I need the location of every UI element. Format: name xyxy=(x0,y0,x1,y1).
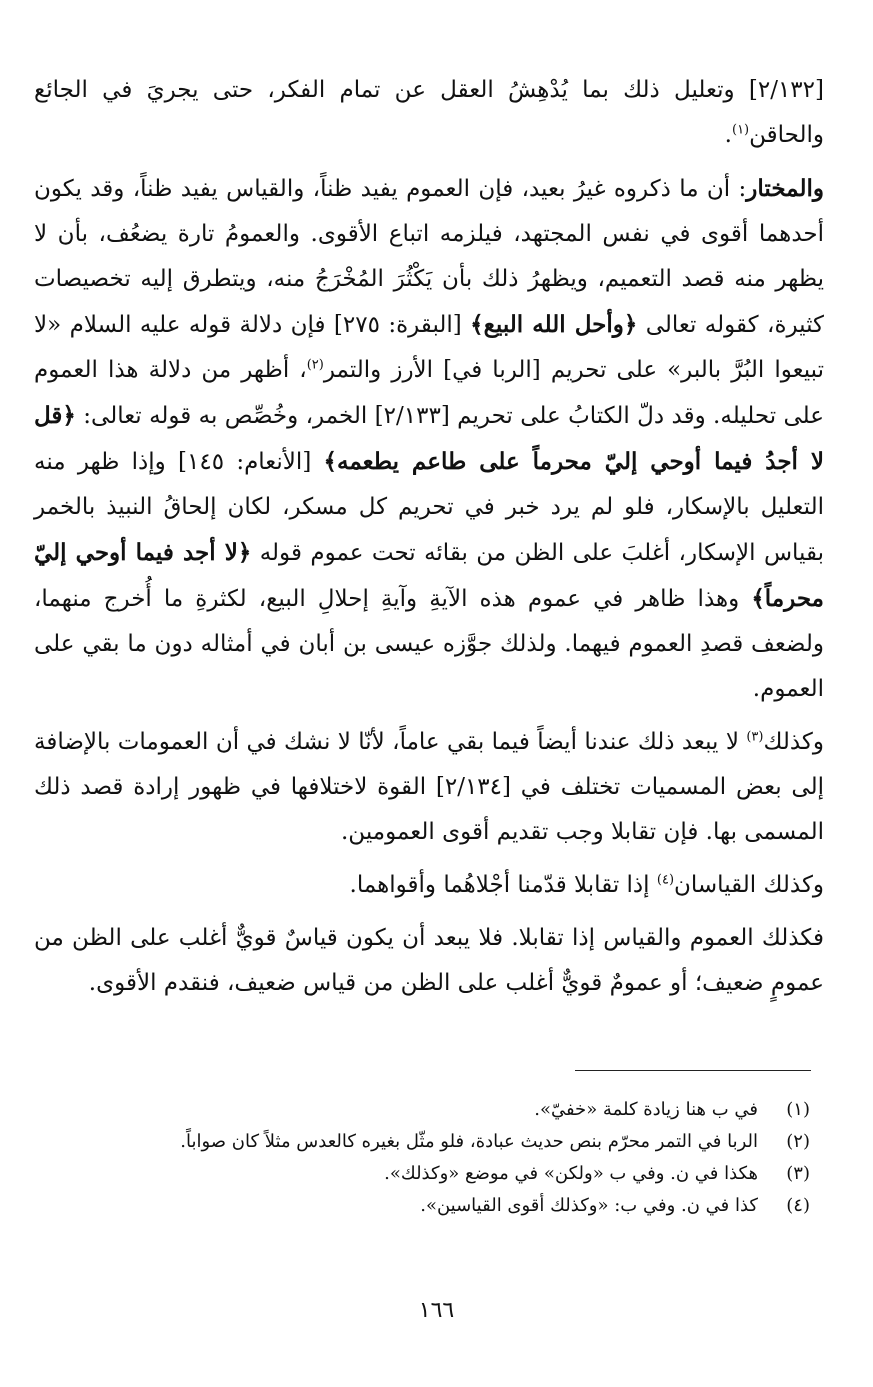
text-run: وكذلك xyxy=(763,729,824,755)
text-run: [٢/١٣٢] وتعليل ذلك بما يُدْهِشُ العقل عن تمام الفكر، حتى يجريَ في الجائع والحاقن xyxy=(34,77,824,148)
paragraph-5 xyxy=(34,916,824,1006)
footnote-text: هكذا في ن. وفي ب «ولكن» في موضع «وكذلك». xyxy=(384,1163,758,1184)
quran-verse: ﴿لا أجد فيما أوحي إليّ محرماً﴾ xyxy=(34,539,824,612)
footnote-1 xyxy=(60,1094,810,1126)
main-text xyxy=(34,68,824,1014)
text-run: : أن ما ذكروه غيرُ بعيد، فإن العموم يفيد ظناً، والقياس يفيد ظناً، وقد يكون أحدهما أقوى في نفس المجتهد، فيلزمه اتباع الأقوى. والعمومُ تارة يضعُف، بأن لا يظهر منه قصد التعميم، ويظهرُ ذلك بأن يَكْثُرَ المُخْرَجُ منه، ويتطرق إليه تخصيصات كثيرة، كقوله تعالى xyxy=(34,176,825,338)
page-number: ١٦٦ xyxy=(418,1298,455,1323)
paragraph-2 xyxy=(34,166,824,712)
footnote-ref-4: (٤) xyxy=(656,872,675,888)
text-run: وهذا ظاهر في عموم هذه الآيةِ وآيةِ إحلالِ البيع، لكثرةِ ما أُخرج منهما، ولضعف قصدِ العموم فيهما. ولذلك جوَّزه عيسى بن أبان في أمثاله دون ما بقي على العموم. xyxy=(34,586,824,702)
text-run: [الأنعام: ١٤٥] وإذا ظهر منه التعليل بالإسكار، فلو لم يرد خبر في تحريم كل مسكر، لكان إلحاقُ النبيذ بالخمر بقياس الإسكار، أغلبَ على الظن من بقائه تحت عموم قوله xyxy=(34,449,825,566)
footnote-divider xyxy=(575,1070,811,1071)
text-run: [البقرة: ٢٧٥] فإن دلالة قوله عليه السلام «لا تبيعوا البُرَّ بالبر» على تحريم [الربا في] الأرز والتمر xyxy=(34,312,824,383)
paragraph-1 xyxy=(34,68,824,158)
text-run: لا يبعد ذلك عندنا أيضاً فيما بقي عاماً، لأنّا لا نشك في أن العمومات بالإضافة إلى بعض المسميات تختلف في [٢/١٣٤] القوة لاختلافها في ظهور إرادة قصد ذلك المسمى بها. فإن تقابلا وجب تقديم أقوى العمومين. xyxy=(34,729,824,845)
term-heading: والمختار xyxy=(746,175,824,202)
text-run: فكذلك العموم والقياس إذا تقابلا. فلا يبعد أن يكون قياسٌ قويٌّ أغلب على الظن من عمومٍ ضعيف؛ أو عمومٌ قويٌّ أغلب على الظن من قياس ضعيف، فنقدم الأقوى. xyxy=(34,925,824,996)
footnote-text: كذا في ن. وفي ب: «وكذلك أقوى القياسين». xyxy=(420,1195,758,1216)
footnote-text: في ب هنا زيادة كلمة «خفيّ». xyxy=(534,1099,758,1120)
footnote-number: (٤) xyxy=(786,1195,810,1216)
footnote-number: (٣) xyxy=(786,1163,810,1184)
footnote-ref-1: (١) xyxy=(731,122,750,138)
text-run: وكذلك القياسان xyxy=(674,872,824,898)
paragraph-4 xyxy=(34,863,824,908)
footnote-ref-3: (٣) xyxy=(746,729,764,745)
text-run: ، أظهر من دلالة هذا العموم على تحليله. وقد دلّ الكتابُ على تحريم [٢/١٣٣] الخمر، وخُصِّص به قوله تعالى: xyxy=(34,357,825,429)
footnotes xyxy=(60,1094,810,1222)
footnote-3 xyxy=(60,1158,810,1190)
text-run: . xyxy=(724,122,732,148)
footnote-number: (٢) xyxy=(786,1131,810,1152)
paragraph-3 xyxy=(34,720,824,855)
footnote-text: الربا في التمر محرّم بنص حديث عبادة، فلو مثّل بغيره كالعدس مثلاً كان صواباً. xyxy=(180,1131,758,1152)
text-run: إذا تقابلا قدّمنا أجْلاهُما وأقواهما. xyxy=(349,872,657,898)
quran-verse: ﴿وأحل الله البيع﴾ xyxy=(470,311,638,338)
quran-verse: ﴿قل لا أجدُ فيما أوحي إليّ محرماً على طاعم يطعمه﴾ xyxy=(34,402,824,475)
footnote-number: (١) xyxy=(786,1099,810,1120)
footnote-ref-2: (٢) xyxy=(306,357,324,373)
footnote-2 xyxy=(60,1126,810,1158)
footnote-4 xyxy=(60,1190,810,1222)
